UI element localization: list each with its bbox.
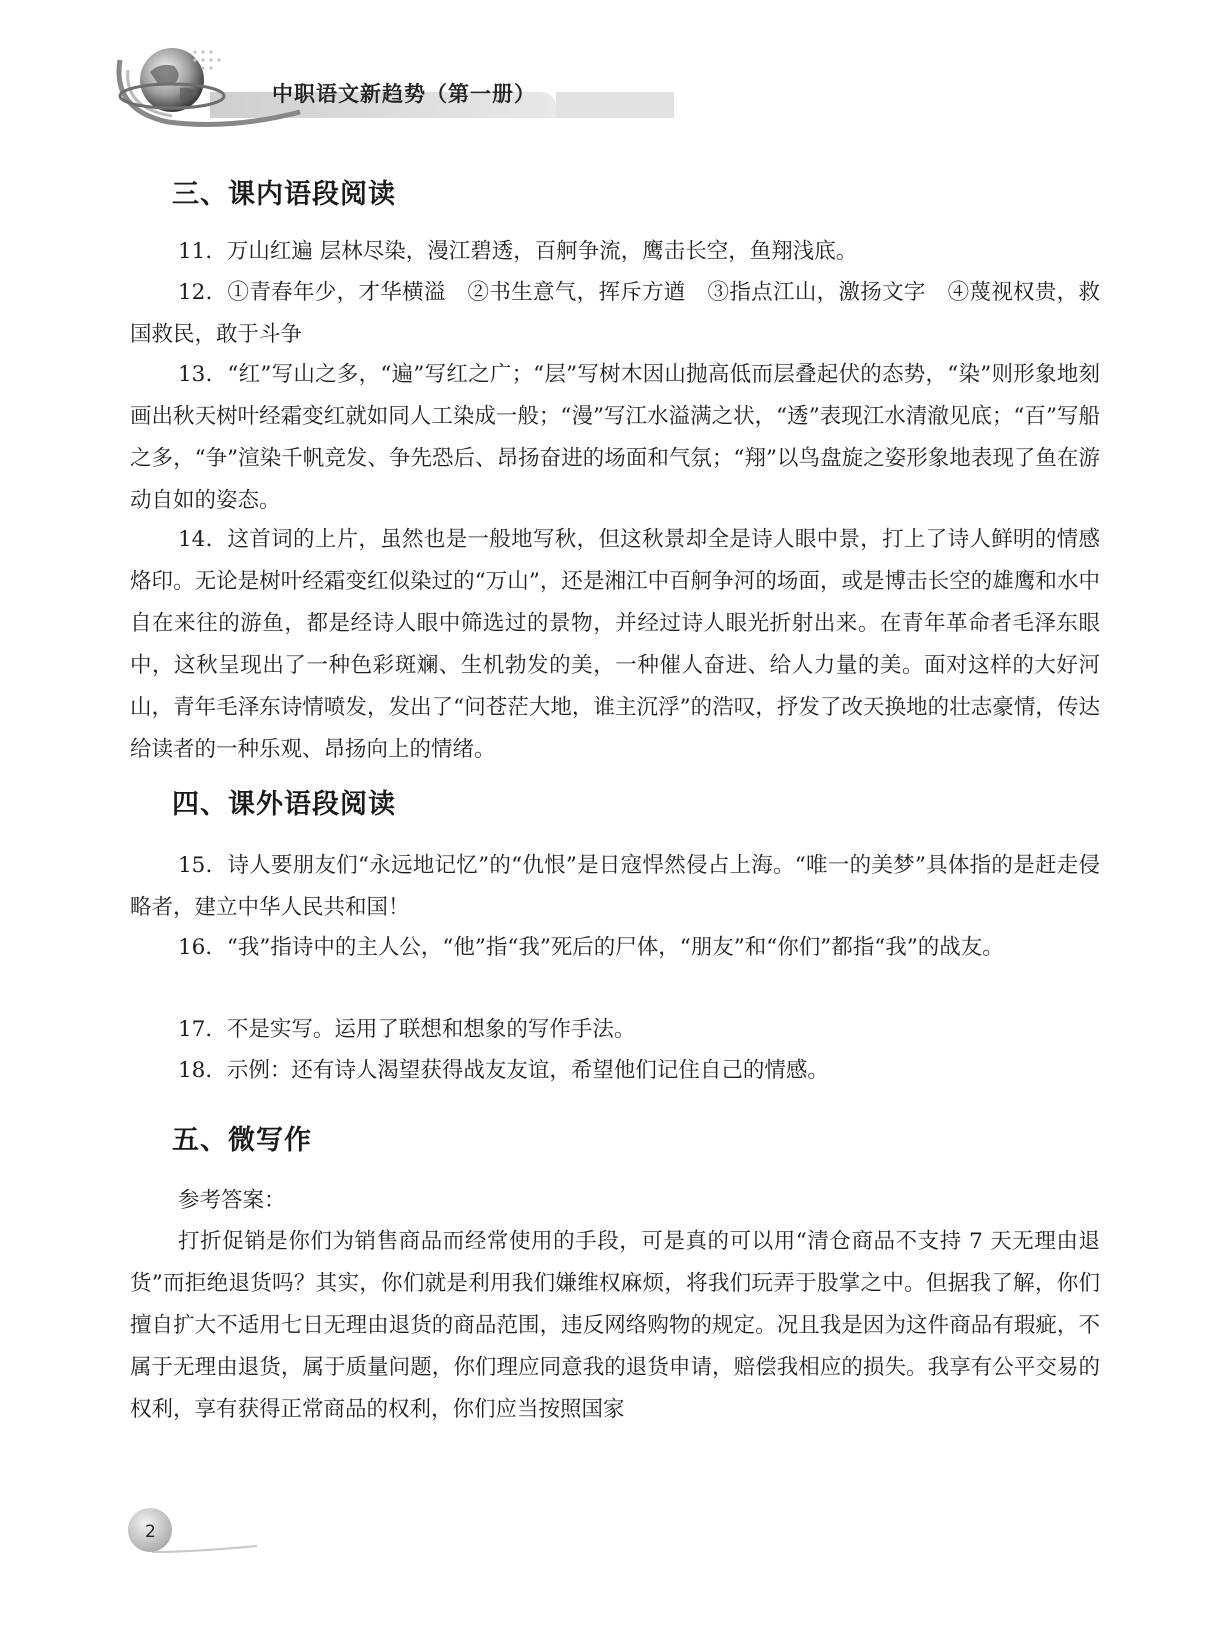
answer-paragraph: 13．“红”写山之多，“遍”写红之广；“层”写树木因山抛高低而层叠起伏的态势，“染”则形象地刻画出秋天树叶经霜变红就如同人工染成一般；“漫”写江水溢满之状，“透”表现江水清澈见底；“百”写船之多，“争”渲染千帆竞发、争先恐后、昂扬奋进的场面和气氛；“翔”以鸟盘旋之姿形象地表现了鱼在游动自如的姿态。 <box>130 362 1100 513</box>
answer-paragraph: 17．不是实写。运用了联想和想象的写作手法。 <box>178 1017 636 1042</box>
page-number-circle-icon <box>122 1506 262 1556</box>
page-header <box>0 0 1225 160</box>
answer-paragraph: 12．①青春年少，才华横溢 ②书生意气，挥斥方遒 ③指点江山，激扬文字 ④蔑视权贵，救国救民，敢于斗争 <box>130 280 1100 347</box>
answer-paragraph: 打折促销是你们为销售商品而经常使用的手段，可是真的可以用“清仓商品不支持 7 天无理由退货”而拒绝退货吗？其实，你们就是利用我们嫌维权麻烦，将我们玩弄于股掌之中。但据我了解，你们擅自扩大不适用七日无理由退货的商品范围，违反网络购物的规定。况且我是因为这件商品有瑕疵，不属于无理由退货，属于质量问题，你们理应同意我的退货申请，赔偿我相应的损失。我享有公平交易的权利，享有获得正常商品的权利，你们应当按照国家 <box>130 1229 1100 1422</box>
answer-paragraph: 14．这首词的上片，虽然也是一般地写秋，但这秋景却全是诗人眼中景，打上了诗人鲜明的情感烙印。无论是树叶经霜变红似染过的“万山”，还是湘江中百舸争河的场面，或是博击长空的雄鹰和水中自在来往的游鱼，都是经诗人眼中筛选过的景物，并经过诗人眼光折射出来。在青年革命者毛泽东眼中，这秋呈现出了一种色彩斑斓、生机勃发的美，一种催人奋进、给人力量的美。面对这样的大好河山，青年毛泽东诗情喷发，发出了“问苍茫大地，谁主沉浮”的浩叹，抒发了改天换地的壮志豪情，传达给读者的一种乐观、昂扬向上的情绪。 <box>130 527 1100 762</box>
answer-paragraph: 16．“我”指诗中的主人公，“他”指“我”死后的尸体，“朋友”和“你们”都指“我”的战友。 <box>178 935 1004 960</box>
section-title: 五、微写作 <box>172 1125 312 1156</box>
answer-paragraph: 11．万山红遍 层林尽染，漫江碧透，百舸争流，鹰击长空，鱼翔浅底。 <box>178 239 858 264</box>
book-title: 中职语文新趋势（第一册） <box>272 82 536 106</box>
answer-paragraph: 15．诗人要朋友们“永远地记忆”的“仇恨”是日寇悍然侵占上海。“唯一的美梦”具体指的是赶走侵略者，建立中华人民共和国！ <box>130 853 1100 920</box>
section-title: 三、课内语段阅读 <box>172 179 396 210</box>
section-title: 四、课外语段阅读 <box>172 789 396 820</box>
page-number-badge <box>130 1512 176 1558</box>
page-number: 2 <box>145 1522 156 1542</box>
answer-paragraph: 18．示例：还有诗人渴望获得战友友谊，希望他们记住自己的情感。 <box>178 1058 829 1083</box>
answer-label: 参考答案： <box>178 1188 286 1213</box>
